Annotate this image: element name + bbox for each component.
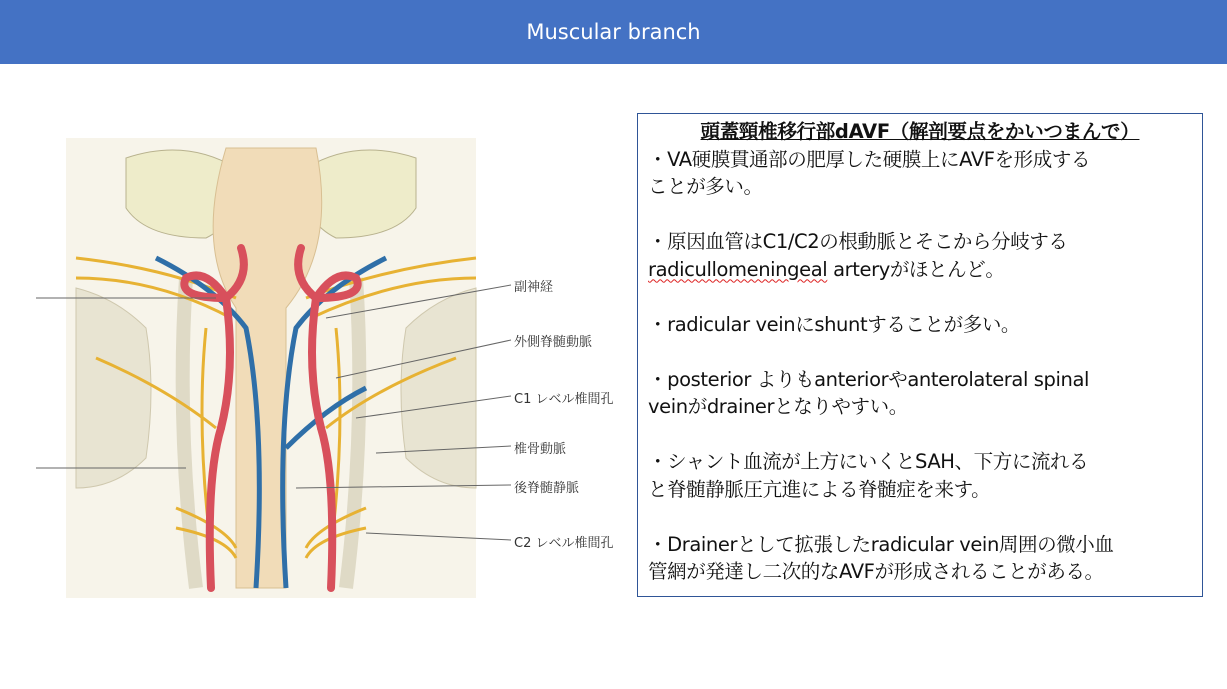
point-5-line-2: と脊髄静脈圧亢進による脊髄症を来す。 [648, 477, 991, 501]
label-c2-foramen: C2 レベル椎間孔 [514, 536, 614, 551]
spacer [648, 283, 1192, 311]
label-lateral-spinal-artery: 外側脊髄動脈 [514, 335, 593, 350]
point-6-line-2: 管網が発達し二次的なAVFが形成されることがある。 [648, 560, 1104, 583]
spacer [648, 338, 1192, 366]
label-vertebral-artery: 椎骨動脈 [514, 442, 567, 457]
point-2-line-1: ・原因血管はC1/C2の根動脈とそこから分岐する [648, 230, 1068, 253]
label-accessory-nerve: 副神経 [514, 280, 554, 295]
point-3-line-1: ・radicular veinにshuntすることが多い。 [648, 312, 1021, 336]
point-4-line-2: veinがdrainerとなりやすい。 [648, 395, 908, 418]
slide-title-bar [0, 0, 1227, 64]
summary-textbox [637, 113, 1203, 597]
point-6-line-1: ・Drainerとして拡張したradicular vein周囲の微小血 [648, 532, 1114, 556]
point-5-line-1: ・シャント血流が上方にいくとSAH、下方に流れる [648, 450, 1089, 473]
anatomy-drawing [36, 128, 636, 598]
point-2-line-2 [648, 256, 1192, 284]
label-posterior-spinal-vein: 後脊髄静脈 [514, 481, 580, 496]
point-1-line-2: ことが多い。 [648, 175, 763, 198]
textbox-heading: 頭蓋頸椎移行部dAVF（解剖要点をかいつまんで） [700, 120, 1140, 143]
spellcheck-word: radicullomeningeal [648, 257, 828, 281]
spacer [648, 201, 1192, 229]
point-1-line-1: ・VA硬膜貫通部の肥厚した硬膜上にAVFを形成する [648, 147, 1091, 171]
point-2-line-2-rest: arteryがほとんど。 [827, 257, 1005, 281]
point-4-line-1: ・posterior よりもanteriorやanterolateral spinal [648, 367, 1090, 391]
anatomy-illustration [36, 128, 636, 598]
spacer [648, 421, 1192, 449]
slide-title: Muscular branch [526, 20, 701, 44]
label-c1-foramen: C1 レベル椎間孔 [514, 392, 614, 407]
spacer [648, 503, 1192, 531]
